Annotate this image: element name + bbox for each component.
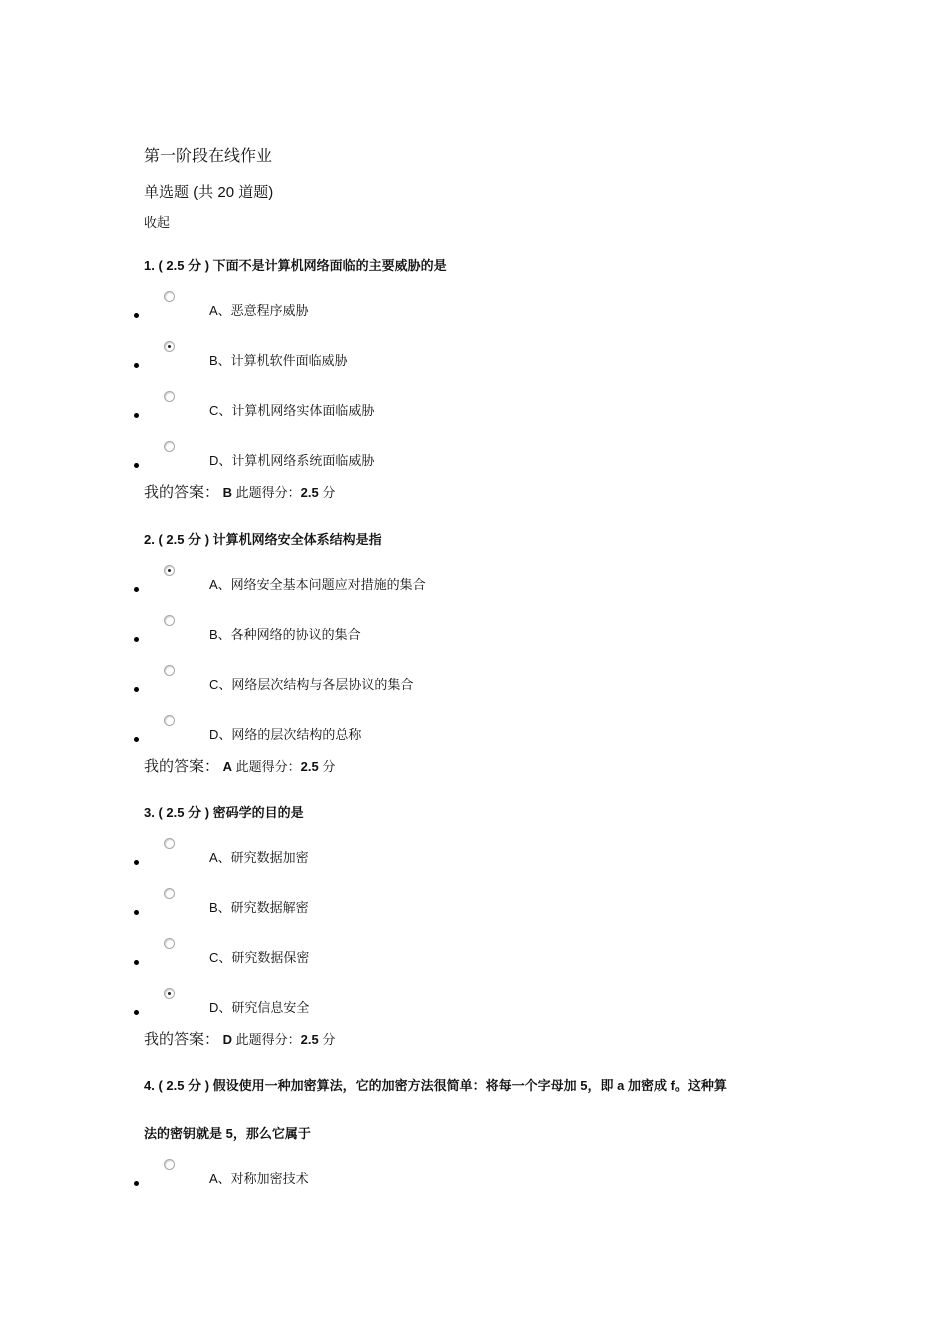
option-letter: C: [209, 950, 219, 965]
option-letter: C: [209, 677, 219, 692]
my-answer-label: 我的答案：: [144, 483, 220, 501]
option-letter: D: [209, 727, 219, 742]
option-letter: A: [209, 850, 218, 865]
section-heading: [144, 181, 273, 202]
option-label: [209, 1168, 309, 1187]
answer-line: [144, 755, 335, 776]
option-label: [209, 624, 361, 643]
option-letter: B: [209, 900, 218, 915]
question-text-continued: 法的密钥就是 5，那么它属于: [144, 1126, 311, 1141]
question-header: [144, 802, 304, 821]
option-text: 、研究数据加密: [217, 851, 309, 866]
page-title: 第一阶段在线作业: [144, 146, 273, 165]
radio-icon[interactable]: [164, 665, 175, 676]
question-text: 计算机网络安全体系结构是指: [212, 532, 382, 547]
option-row[interactable]: [0, 896, 900, 918]
option-text: 、研究数据保密: [218, 951, 310, 966]
option-row[interactable]: [0, 299, 900, 321]
bullet-icon: [134, 587, 139, 592]
question-number: 1.: [144, 258, 155, 273]
radio-selected-icon[interactable]: [164, 988, 175, 999]
option-label: [209, 674, 413, 693]
question-header: [144, 1075, 727, 1094]
question-points: ( 2.5 分 ): [158, 805, 210, 820]
question-text: 下面不是计算机网络面临的主要威胁的是: [212, 258, 447, 273]
score-unit: 分: [322, 760, 336, 775]
radio-icon[interactable]: [164, 1159, 175, 1170]
score-unit: 分: [322, 486, 336, 501]
option-label: [209, 574, 426, 593]
bullet-icon: [134, 687, 139, 692]
option-label: [209, 947, 309, 966]
radio-icon[interactable]: [164, 441, 175, 452]
my-answer-label: 我的答案：: [144, 757, 220, 775]
bullet-icon: [134, 637, 139, 642]
option-letter: C: [209, 403, 219, 418]
score-label: 此题得分：: [235, 760, 301, 775]
my-answer-value: B: [222, 485, 233, 500]
option-letter: A: [209, 577, 218, 592]
bullet-icon: [134, 1181, 139, 1186]
option-row[interactable]: [0, 449, 900, 471]
option-letter: D: [209, 453, 219, 468]
option-text: 、计算机网络系统面临威胁: [218, 454, 375, 469]
bullet-icon: [134, 363, 139, 368]
question-number: 2.: [144, 532, 155, 547]
radio-icon[interactable]: [164, 838, 175, 849]
option-text: 、计算机网络实体面临威胁: [218, 404, 375, 419]
option-row[interactable]: [0, 846, 900, 868]
option-text: 、恶意程序威胁: [217, 304, 309, 319]
score-label: 此题得分：: [235, 1033, 301, 1048]
score-label: 此题得分：: [235, 486, 301, 501]
bullet-icon: [134, 910, 139, 915]
question-number: 3.: [144, 805, 155, 820]
radio-selected-icon[interactable]: [164, 565, 175, 576]
option-row[interactable]: [0, 946, 900, 968]
radio-icon[interactable]: [164, 715, 175, 726]
radio-icon[interactable]: [164, 291, 175, 302]
option-text: 、计算机软件面临威胁: [217, 354, 348, 369]
option-row[interactable]: [0, 573, 900, 595]
option-label: [209, 847, 309, 866]
option-label: [209, 724, 361, 743]
my-answer-value: A: [222, 759, 233, 774]
option-row[interactable]: [0, 996, 900, 1018]
option-text: 、对称加密技术: [217, 1172, 309, 1187]
question-points: ( 2.5 分 ): [158, 1078, 210, 1093]
score-value: 2.5: [300, 485, 319, 500]
question-text: 密码学的目的是: [212, 805, 304, 820]
question-points: ( 2.5 分 ): [158, 258, 210, 273]
option-text: 、网络层次结构与各层协议的集合: [218, 678, 414, 693]
question-header: [144, 255, 447, 274]
option-label: [209, 997, 309, 1016]
section-label: 单选题: [144, 183, 190, 201]
answer-line: [144, 481, 335, 502]
option-text: 、研究信息安全: [218, 1001, 310, 1016]
question-text: 假设使用一种加密算法，它的加密方法很简单：将每一个字母加 5，即 a 加密成 f。这种算: [212, 1078, 727, 1093]
option-row[interactable]: [0, 1167, 900, 1189]
option-label: [209, 300, 309, 319]
bullet-icon: [134, 313, 139, 318]
bullet-icon: [134, 413, 139, 418]
answer-line: [144, 1028, 335, 1049]
option-letter: A: [209, 1171, 218, 1186]
my-answer-label: 我的答案：: [144, 1030, 220, 1048]
option-text: 、各种网络的协议的集合: [217, 628, 361, 643]
option-letter: B: [209, 353, 218, 368]
option-label: [209, 450, 374, 469]
question-points: ( 2.5 分 ): [158, 532, 210, 547]
option-letter: B: [209, 627, 218, 642]
bullet-icon: [134, 860, 139, 865]
option-row[interactable]: [0, 399, 900, 421]
question-number: 4.: [144, 1078, 155, 1093]
bullet-icon: [134, 737, 139, 742]
question-count: (共 20 道题): [193, 184, 274, 201]
score-value: 2.5: [300, 759, 319, 774]
option-letter: A: [209, 303, 218, 318]
score-value: 2.5: [300, 1032, 319, 1047]
option-row[interactable]: [0, 623, 900, 645]
my-answer-value: D: [222, 1032, 233, 1047]
radio-selected-icon[interactable]: [164, 341, 175, 352]
bullet-icon: [134, 463, 139, 468]
collapse-link[interactable]: 收起: [144, 216, 171, 231]
bullet-icon: [134, 1010, 139, 1015]
option-text: 、网络安全基本问题应对措施的集合: [217, 578, 426, 593]
option-row[interactable]: [0, 723, 900, 745]
option-text: 、网络的层次结构的总称: [218, 728, 362, 743]
option-row[interactable]: [0, 349, 900, 371]
option-letter: D: [209, 1000, 219, 1015]
radio-icon[interactable]: [164, 938, 175, 949]
option-row[interactable]: [0, 673, 900, 695]
radio-icon[interactable]: [164, 615, 175, 626]
option-text: 、研究数据解密: [217, 901, 309, 916]
bullet-icon: [134, 960, 139, 965]
option-label: [209, 897, 309, 916]
radio-icon[interactable]: [164, 888, 175, 899]
option-label: [209, 350, 348, 369]
question-header: [144, 529, 382, 548]
score-unit: 分: [322, 1033, 336, 1048]
radio-icon[interactable]: [164, 391, 175, 402]
option-label: [209, 400, 374, 419]
